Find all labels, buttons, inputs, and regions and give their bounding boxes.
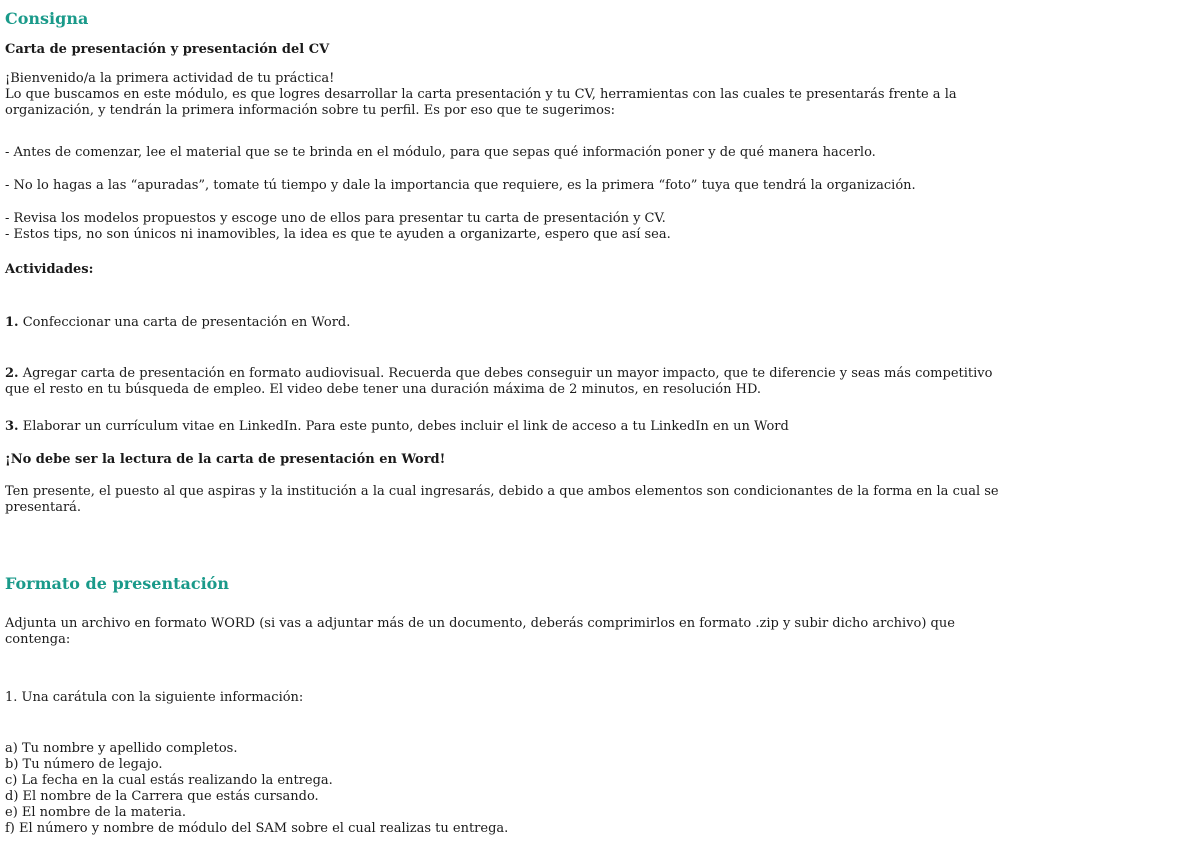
note-line: Ten presente, el puesto al que aspiras y la institución a la cual ingresarás, debido a que ambos elementos son condicionantes de la forma en la cual se [5,484,999,499]
item-number: 3. [5,419,19,434]
list-item: f) El número y nombre de módulo del SAM sobre el cual realizas tu entrega. [5,821,509,836]
list-item: e) El nombre de la materia. [5,805,187,820]
tip-2: - No lo hagas a las “apuradas”, tomate tú tiempo y dale la importancia que requiere, es la primera “foto” tuya que tendrá la organización. [5,178,916,193]
caratula-list [5,741,508,837]
item-number: 2. [5,366,19,381]
item-text: Confeccionar una carta de presentación en Word. [18,315,351,330]
formato-intro-line: contenga: [5,632,71,647]
formato-heading: Formato de presentación [5,574,229,593]
item-number: 1. [5,315,19,330]
tip-4: - Estos tips, no son únicos ni inamovibles, la idea es que te ayuden a organizarte, espero que así sea. [5,227,671,242]
tip-1: - Antes de comenzar, lee el material que se te brinda en el módulo, para que sepas qué información poner y de qué manera hacerlo. [5,145,876,160]
caratula-item: 1. Una carátula con la siguiente información: [5,690,304,705]
list-item: c) La fecha en la cual estás realizando la entrega. [5,773,333,788]
warning-text: ¡No debe ser la lectura de la carta de presentación en Word! [5,452,446,467]
activity-item-2 [5,366,992,398]
formato-intro-line: Adjunta un archivo en formato WORD (si vas a adjuntar más de un documento, deberás comprimirlos en formato .zip y subir dicho archivo) que [5,616,955,631]
formato-intro [5,616,955,648]
list-item: a) Tu nombre y apellido completos. [5,741,238,756]
tip-3: - Revisa los modelos propuestos y escoge uno de ellos para presentar tu carta de presentación y CV. [5,211,666,226]
intro-line: Lo que buscamos en este módulo, es que logres desarrollar la carta presentación y tu CV, herramientas con las cuales te presentarás frente a la [5,87,957,102]
activity-item-1 [5,315,350,331]
item-text-continued: que el resto en tu búsqueda de empleo. El video debe tener una duración máxima de 2 minutos, en resolución HD. [5,382,762,397]
note-line: presentará. [5,500,82,515]
consigna-intro [5,71,957,119]
actividades-heading: Actividades: [5,262,94,277]
item-text: Elaborar un currículum vitae en LinkedIn. Para este punto, debes incluir el link de acceso a tu LinkedIn en un Word [18,419,789,434]
consigna-heading: Consigna [5,9,89,28]
intro-line: ¡Bienvenido/a la primera actividad de tu práctica! [5,71,335,86]
tips-block [5,211,671,243]
consigna-subtitle: Carta de presentación y presentación del CV [5,42,330,57]
list-item: d) El nombre de la Carrera que estás cursando. [5,789,319,804]
list-item: b) Tu número de legajo. [5,757,163,772]
activity-item-3 [5,419,789,435]
note-block [5,484,999,516]
item-text: Agregar carta de presentación en formato audiovisual. Recuerda que debes conseguir un mayor impacto, que te diferencie y seas más competitivo [18,366,993,381]
intro-line: organización, y tendrán la primera información sobre tu perfil. Es por eso que te sugerimos: [5,103,616,118]
